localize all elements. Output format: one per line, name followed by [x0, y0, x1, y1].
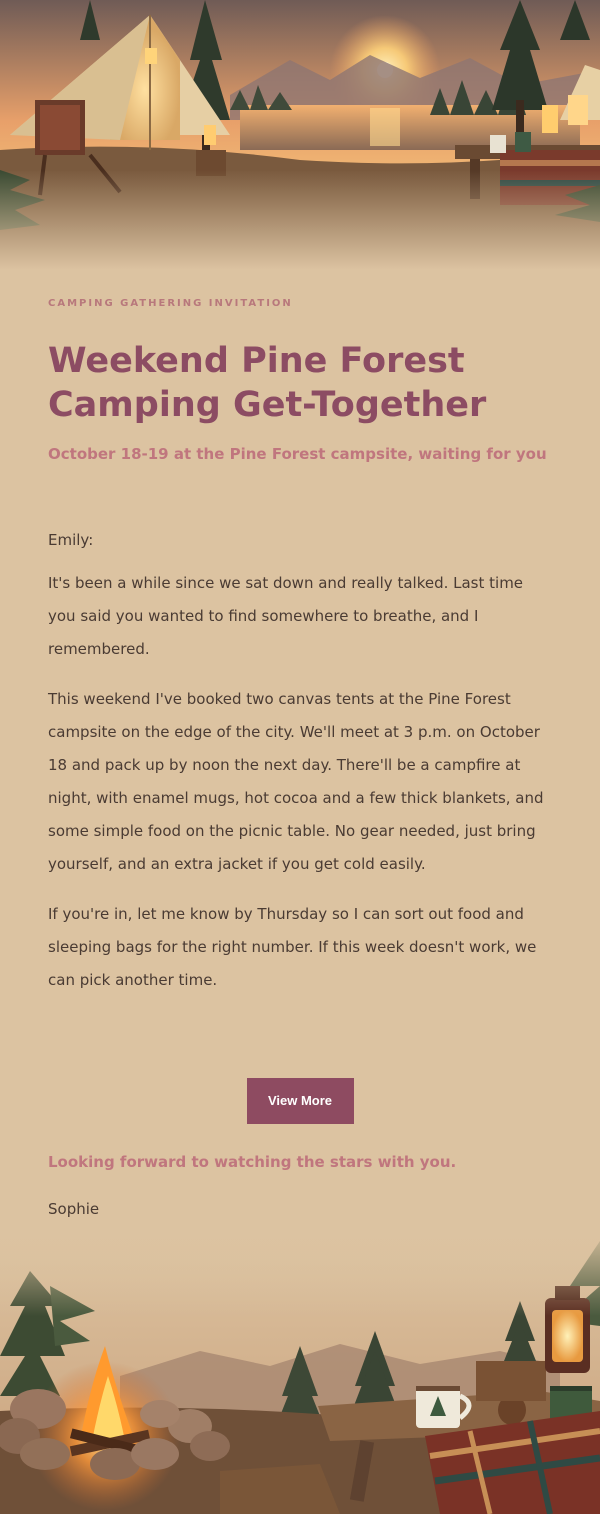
campfire-picnic-image [0, 1226, 600, 1514]
campsite-sunset-image [0, 0, 600, 270]
closing-line: Looking forward to watching the stars with you. [48, 1153, 457, 1171]
paragraph-2: This weekend I've booked two canvas tents at the Pine Forest campsite on the edge of the city. We'll meet at 3 p.m. on October 18 and pack up by noon the next day. There'll be a campfire at night, with enamel mugs, hot cocoa and a few thick blankets, and some simple food on the picnic table. No gear needed, just bring yourself, and an extra jacket if you get cold easily. [48, 690, 544, 873]
paragraph-1: It's been a while since we sat down and really talked. Last time you said you wanted to find somewhere to breathe, and I remembered. [48, 574, 524, 658]
greeting: Emily: [48, 531, 94, 549]
page-title: Weekend Pine Forest Camping Get-Together [48, 341, 487, 425]
header-illustration [0, 0, 600, 270]
email-body [48, 298, 552, 997]
cta-container [0, 1078, 600, 1124]
view-more-button[interactable]: View More [247, 1078, 354, 1124]
eyebrow-label: CAMPING GATHERING INVITATION [48, 298, 293, 309]
subtitle: October 18-19 at the Pine Forest campsite, waiting for you [48, 445, 547, 463]
signature: Sophie [48, 1200, 100, 1218]
footer-illustration [0, 1226, 600, 1514]
paragraph-3: If you're in, let me know by Thursday so I can sort out food and sleeping bags for the right number. If this week doesn't work, we can pick another time. [48, 905, 537, 989]
